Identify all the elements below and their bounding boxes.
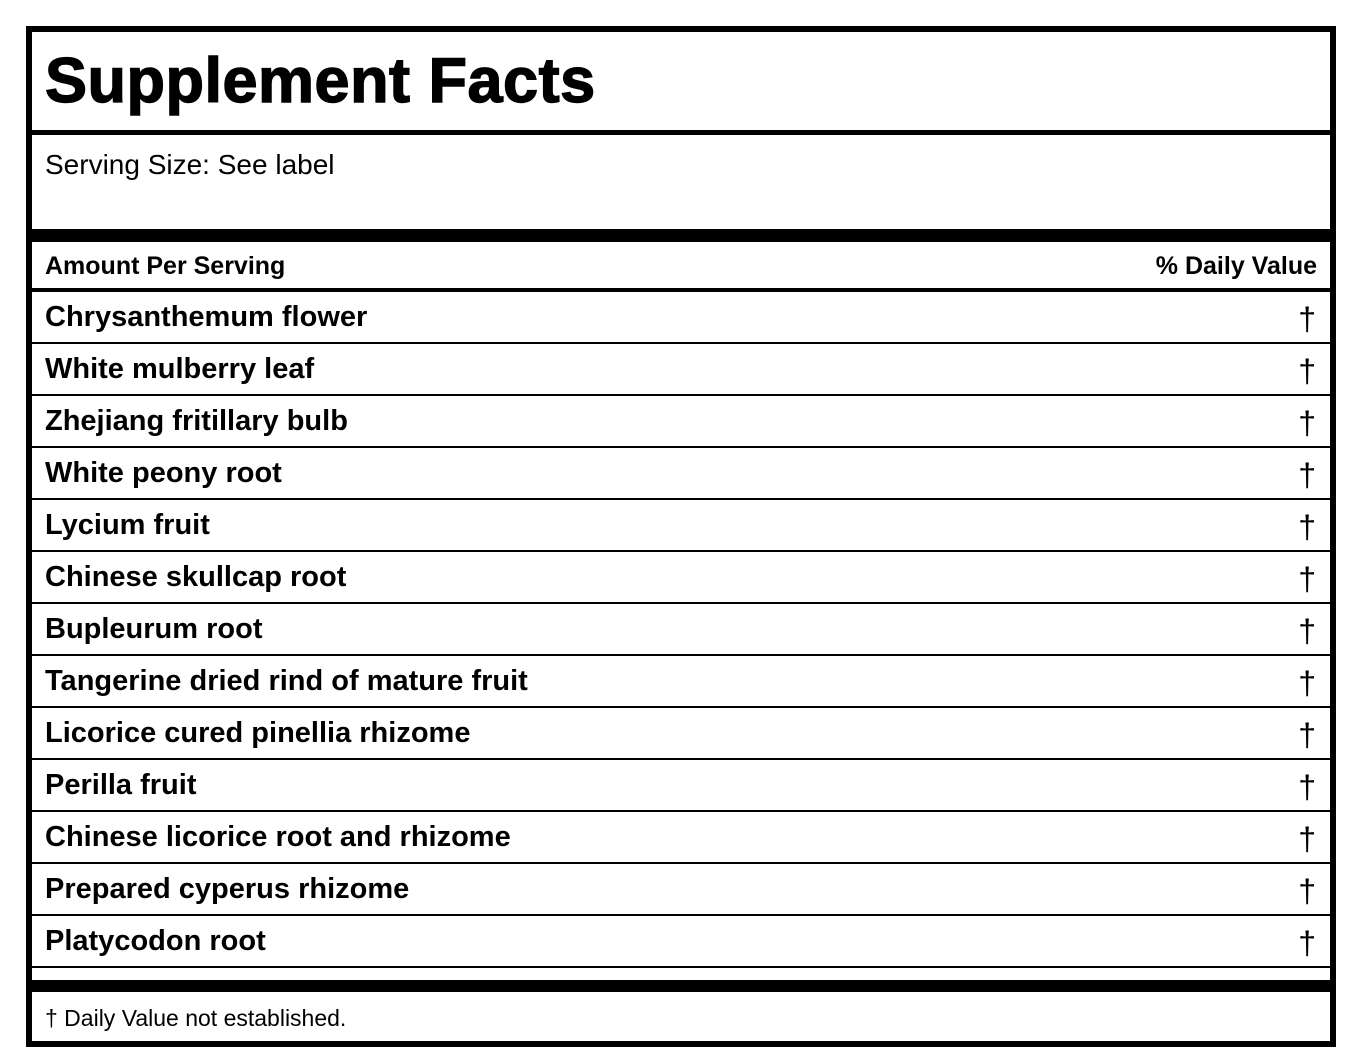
ingredient-name: White peony root bbox=[45, 457, 282, 489]
column-header-row bbox=[32, 242, 1330, 292]
ingredient-row bbox=[32, 656, 1330, 708]
daily-value-marker: † bbox=[1298, 769, 1316, 805]
ingredient-name: Zhejiang fritillary bulb bbox=[45, 405, 348, 437]
ingredient-row bbox=[32, 344, 1330, 396]
ingredient-name: Platycodon root bbox=[45, 925, 266, 957]
daily-value-marker: † bbox=[1298, 613, 1316, 649]
daily-value-header: % Daily Value bbox=[1155, 252, 1317, 280]
daily-value-marker: † bbox=[1298, 717, 1316, 753]
ingredient-row bbox=[32, 708, 1330, 760]
daily-value-marker: † bbox=[1298, 561, 1316, 597]
ingredient-name: Tangerine dried rind of mature fruit bbox=[45, 665, 528, 697]
panel-title: Supplement Facts bbox=[45, 46, 596, 116]
ingredient-row bbox=[32, 916, 1330, 968]
supplement-facts-panel bbox=[26, 26, 1336, 1047]
ingredient-row bbox=[32, 448, 1330, 500]
ingredient-name: Lycium fruit bbox=[45, 509, 210, 541]
ingredient-row bbox=[32, 500, 1330, 552]
daily-value-marker: † bbox=[1298, 405, 1316, 441]
ingredient-row bbox=[32, 812, 1330, 864]
daily-value-marker: † bbox=[1298, 353, 1316, 389]
ingredient-name: White mulberry leaf bbox=[45, 353, 315, 385]
ingredient-row bbox=[32, 292, 1330, 344]
section-divider bbox=[32, 980, 1330, 992]
footnote: † Daily Value not established. bbox=[45, 1005, 347, 1031]
daily-value-marker: † bbox=[1298, 925, 1316, 961]
ingredient-name: Prepared cyperus rhizome bbox=[45, 873, 410, 905]
daily-value-marker: † bbox=[1298, 665, 1316, 701]
amount-per-serving-header: Amount Per Serving bbox=[45, 252, 286, 280]
ingredient-row bbox=[32, 760, 1330, 812]
ingredient-row bbox=[32, 552, 1330, 604]
serving-section bbox=[32, 135, 1330, 242]
ingredient-name: Chinese skullcap root bbox=[45, 561, 347, 593]
ingredient-name: Chinese licorice root and rhizome bbox=[45, 821, 511, 853]
title-section bbox=[32, 32, 1330, 135]
ingredient-row bbox=[32, 396, 1330, 448]
ingredient-name: Licorice cured pinellia rhizome bbox=[45, 717, 471, 749]
daily-value-marker: † bbox=[1298, 457, 1316, 493]
daily-value-marker: † bbox=[1298, 873, 1316, 909]
ingredient-name: Perilla fruit bbox=[45, 769, 197, 801]
ingredient-row bbox=[32, 864, 1330, 916]
ingredient-name: Bupleurum root bbox=[45, 613, 263, 645]
ingredient-list bbox=[32, 292, 1330, 968]
serving-size: Serving Size: See label bbox=[45, 149, 335, 180]
ingredient-name: Chrysanthemum flower bbox=[45, 301, 368, 333]
daily-value-marker: † bbox=[1298, 821, 1316, 857]
daily-value-marker: † bbox=[1298, 301, 1316, 337]
daily-value-marker: † bbox=[1298, 509, 1316, 545]
ingredient-row bbox=[32, 604, 1330, 656]
